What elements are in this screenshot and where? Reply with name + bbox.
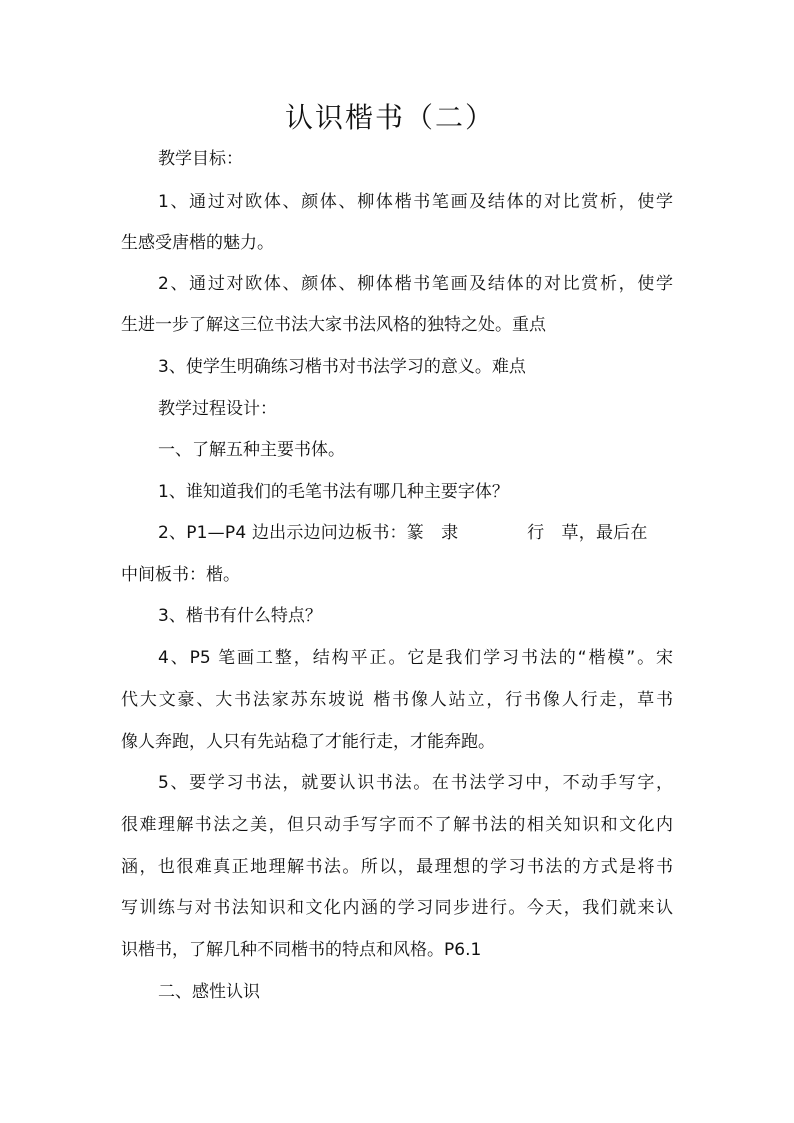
paragraph-line: 中间板书：楷。 xyxy=(121,565,240,585)
paragraph-line: 1、谁知道我们的毛笔书法有哪几种主要字体？ xyxy=(158,482,509,502)
section-heading-process: 教学过程设计： xyxy=(158,399,277,419)
paragraph-line: 5、要学习书法，就要认识书法。在书法学习中，不动手写字， xyxy=(158,773,673,793)
document-title: 认识楷书（二） xyxy=(284,101,495,134)
paragraph-line: 代大文豪、大书法家苏东坡说 楷书像人站立，行书像人行走，草书 xyxy=(121,690,673,710)
paragraph-line: 2、通过对欧体、颜体、柳体楷书笔画及结体的对比赏析，使学 xyxy=(158,274,673,294)
paragraph-line: 生进一步了解这三位书法大家书法风格的独特之处。重点 xyxy=(121,315,546,335)
paragraph-line: 2、P1—P4 边出示边问边板书：篆 隶 行 草，最后在 xyxy=(158,523,648,543)
paragraph-line: 1、通过对欧体、颜体、柳体楷书笔画及结体的对比赏析，使学 xyxy=(158,192,673,212)
paragraph-line: 写训练与对书法知识和文化内涵的学习同步进行。今天，我们就来认 xyxy=(121,898,673,918)
paragraph-line: 涵，也很难真正地理解书法。所以，最理想的学习书法的方式是将书 xyxy=(121,857,673,877)
paragraph-line: 4、P5 笔画工整，结构平正。它是我们学习书法的“楷模”。宋 xyxy=(158,648,673,668)
section-heading-two: 二、感性认识 xyxy=(158,982,260,1002)
paragraph-line: 识楷书，了解几种不同楷书的特点和风格。P6.1 xyxy=(121,940,482,960)
paragraph-line: 3、使学生明确练习楷书对书法学习的意义。难点 xyxy=(158,357,526,377)
section-heading-one: 一、了解五种主要书体。 xyxy=(158,440,345,460)
paragraph-line: 很难理解书法之美，但只动手写字而不了解书法的相关知识和文化内 xyxy=(121,815,673,835)
paragraph-line: 生感受唐楷的魅力。 xyxy=(121,233,274,253)
paragraph-line: 像人奔跑，人只有先站稳了才能行走，才能奔跑。 xyxy=(121,732,495,752)
paragraph-line: 3、楷书有什么特点？ xyxy=(158,606,322,626)
section-heading-objectives: 教学目标： xyxy=(158,149,243,169)
